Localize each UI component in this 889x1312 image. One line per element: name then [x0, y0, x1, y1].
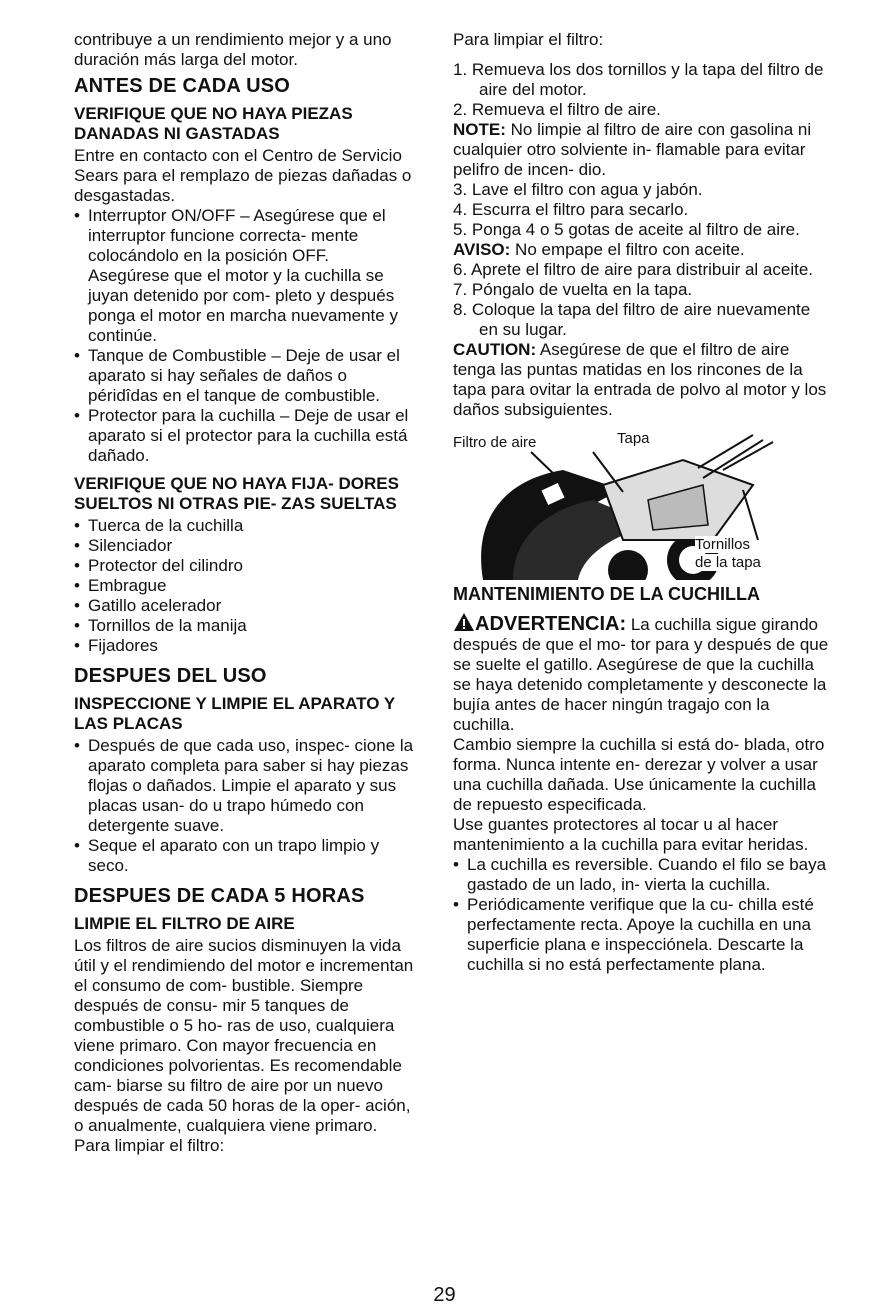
note-text: No limpie al filtro de aire con gasolina ni cualquier otro solviente in- flamable para evitar pelifro de incen- dio. — [453, 120, 812, 179]
heading-despues-5-horas: DESPUES DE CADA 5 HORAS — [74, 885, 365, 907]
label-tornillos: Tornillos — [695, 536, 751, 553]
caution-paragraph — [453, 340, 833, 420]
bullet-list-blade — [453, 855, 833, 975]
filtro-paragraph: Los filtros de aire sucios disminuyen la vida útil y el rendimiendo del motor e incrementan el consumo de com- bustible. Siempre después de consu- mir 5 tanques de combustible o 5 ho- ras de uso, cualquiera viene primaro. Con mayor frecuencia en condiciones polvorientas. Es recomendable cam- biarse su filtro de aire por un nuevo después de cada 50 horas de la oper- ación, o anualmente, cualquiera viene primaro. Para limpiar el filtro: — [74, 936, 414, 1155]
heading-verifique-fijadores: VERIFIQUE QUE NO HAYA FIJA- DORES SUELTOS NI OTRAS PIE- ZAS SUELTAS — [74, 474, 399, 513]
bullet-list-fasteners — [74, 516, 414, 656]
heading-inspeccione-limpie: INSPECCIONE Y LIMPIE EL APARATO Y LAS PLACAS — [74, 694, 395, 733]
label-tapa: Tapa — [617, 430, 650, 447]
para-limpiar-text: Para limpiar el filtro: — [453, 30, 604, 49]
step-item: 2. Remueva el filtro de aire. — [453, 100, 661, 119]
heading-limpie-filtro: LIMPIE EL FILTRO DE AIRE — [74, 914, 295, 933]
left-column — [74, 30, 414, 1156]
right-column — [453, 30, 833, 975]
step-item: 8. Coloque la tapa del filtro de aire nuevamente en su lugar. — [453, 300, 811, 339]
list-item: • Protector del cilindro — [74, 556, 414, 576]
intro-text: contribuye a un rendimiento mejor y a uno duración más larga del motor. — [74, 30, 392, 69]
label-de-la-tapa: de la tapa — [695, 554, 761, 571]
heading-verifique-piezas-danadas: VERIFIQUE QUE NO HAYA PIEZAS DANADAS NI GASTADAS — [74, 104, 353, 143]
page-number: 29 — [433, 1284, 456, 1306]
step-item: 3. Lave el filtro con agua y jabón. — [453, 180, 703, 199]
bullet-list-checks — [74, 206, 414, 466]
list-item: • Embrague — [74, 576, 414, 596]
verifique-paragraph: Entre en contacto con el Centro de Servicio Sears para el remplazo de piezas dañadas o desgastadas. — [74, 146, 412, 205]
caution-text: Asegúrese de que el filtro de aire tenga las puntas matidas en los rincones de la tapa para ovitar la entrada de polvo al motor y los daños subsiguientes. — [453, 340, 827, 419]
list-item: • Tanque de Combustible – Deje de usar el aparato si hay señales de daños o péridîdas en el tanque de combustible. — [74, 346, 414, 406]
aviso-paragraph — [453, 240, 833, 260]
list-item: • Fijadores — [74, 636, 414, 656]
note-label: NOTE: — [453, 120, 506, 139]
heading-despues-del-uso: DESPUES DEL USO — [74, 665, 267, 687]
warning-paragraph — [453, 612, 833, 735]
warning-triangle-icon — [453, 612, 475, 632]
step-item: 6. Aprete el filtro de aire para distribuir al aceite. — [453, 260, 814, 279]
step-item: 1. Remueva los dos tornillos y la tapa del filtro de aire del motor. — [453, 60, 824, 99]
warning-label: ADVERTENCIA: — [475, 613, 627, 635]
list-item: • Tornillos de la manija — [74, 616, 414, 636]
aviso-text: No empape el filtro con aceite. — [510, 240, 745, 259]
list-item: • Gatillo acelerador — [74, 596, 414, 616]
list-item: • Tuerca de la cuchilla — [74, 516, 414, 536]
step-item: 5. Ponga 4 o 5 gotas de aceite al filtro de aire. — [453, 220, 800, 239]
label-filtro-de-aire: Filtro de aire — [453, 434, 537, 451]
warning-text: La cuchilla sigue girando después de que el mo- tor para y después de que se suelte el gatillo. Asegúrese de que la cuchilla se haya detenido completamente y desconecte la bujía antes de hacer ningún tragajo con la cuchilla. — [453, 615, 829, 734]
guantes-paragraph: Use guantes protectores al tocar u al hacer mantenimiento a la cuchilla para evitar heridas. — [453, 815, 809, 854]
caution-label: CAUTION: — [453, 340, 537, 359]
list-item: • Periódicamente verifique que la cu- chilla esté perfectamente recta. Apoye la cuchilla en una superficie plana e inspecciónela. Descarte la cuchilla si no está perfectamente plana. — [453, 895, 833, 975]
heading-mantenimiento-cuchilla: MANTENIMIENTO DE LA CUCHILLA — [453, 584, 760, 604]
step-item: 7. Póngalo de vuelta en la tapa. — [453, 280, 693, 299]
step-item: 4. Escurra el filtro para secarlo. — [453, 200, 689, 219]
list-item: • Protector para la cuchilla – Deje de usar el aparato si el protector para la cuchilla está dañado. — [74, 406, 414, 466]
note-paragraph — [453, 120, 833, 180]
list-item: • Interruptor ON/OFF – Asegúrese que el interruptor funcione correcta- mente colocándolo en la posición OFF. Asegúrese que el motor y la cuchilla se juyan detenido por com- pleto y después ponga el motor en marcha nuevamente y continúe. — [74, 206, 414, 346]
aviso-label: AVISO: — [453, 240, 511, 259]
list-item: • Seque el aparato con un trapo limpio y seco. — [74, 836, 414, 876]
air-filter-figure — [453, 430, 783, 580]
bullet-list-clean — [74, 736, 414, 876]
list-item: • Silenciador — [74, 536, 414, 556]
heading-antes-de-cada-uso: ANTES DE CADA USO — [74, 75, 291, 97]
cambio-paragraph: Cambio siempre la cuchilla si está do- blada, otro forma. Nunca intente en- derezar y volver a usar una cuchilla dañada. Use únicamente la cuchilla de repuesto especificada. — [453, 735, 825, 814]
list-item: • La cuchilla es reversible. Cuando el filo se baya gastado de un lado, in- vierta la cuchilla. — [453, 855, 833, 895]
list-item: • Después de que cada uso, inspec- cione la aparato completa para saber si hay piezas flojas o dañados. Limpie el aparato y sus placas usan- do u trapo húmedo con detergente suave. — [74, 736, 414, 836]
